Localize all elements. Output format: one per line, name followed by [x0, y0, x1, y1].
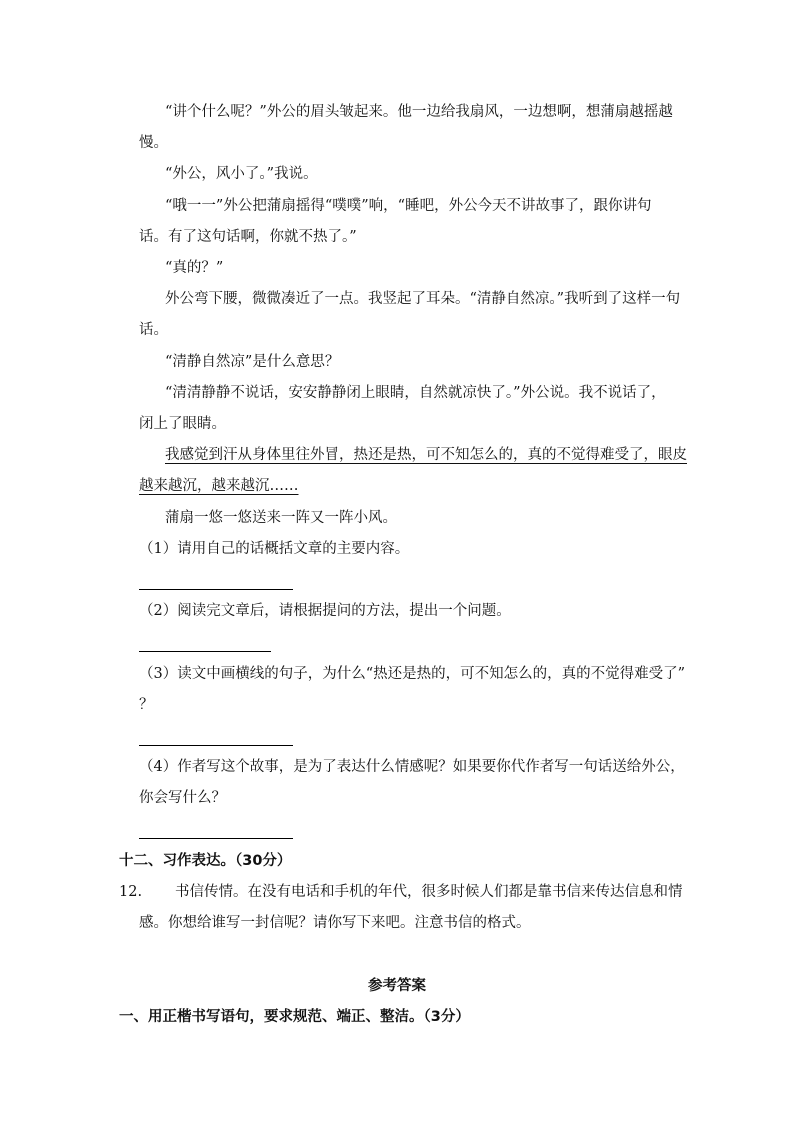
question-12-line2: 感。你想给谁写一封信呢？请你写下来吧。注意书信的格式。 [139, 915, 531, 931]
story-p3-line2: 话。有了这句话啊，你就不热了。” [139, 229, 357, 245]
story-p2: “外公，风小了。”我说。 [165, 166, 318, 182]
story-p1-line2: 慢。 [139, 135, 168, 151]
answers-title: 参考答案 [368, 978, 426, 994]
story-p7-line1: “清清静静不说话，安安静静闭上眼睛，自然就凉快了。”外公说。我不说话了， [165, 385, 666, 401]
answer-blank-3[interactable] [139, 745, 293, 746]
question-4-line2: 你会写什么？ [139, 790, 226, 806]
answers-section-1-heading: 一、用正楷书写语句，要求规范、端正、整洁。（3分） [119, 1009, 470, 1025]
answer-blank-4[interactable] [139, 838, 293, 839]
question-3-line2: ？ [139, 697, 154, 713]
story-p7-line2: 闭上了眼睛。 [139, 416, 226, 432]
answer-blank-2[interactable] [139, 651, 271, 652]
story-p8-line2-underlined: 越来越沉，越来越沉…… [139, 478, 299, 494]
story-p3-line1: “哦一一”外公把蒲扇摇得“噗噗”响，“睡吧，外公今天不讲故事了，跟你讲句 [165, 198, 652, 214]
story-p5-line1: 外公弯下腰，微微凑近了一点。我竖起了耳朵。“清静自然凉。”我听到了这样一句 [165, 291, 681, 307]
story-p4: “真的？” [165, 260, 224, 276]
question-4-line1: （4）作者写这个故事，是为了表达什么情感呢？如果要你代作者写一句话送给外公， [139, 759, 685, 775]
story-p6: “清静自然凉”是什么意思？ [165, 354, 340, 370]
section-12-heading: 十二、习作表达。（30分） [119, 853, 292, 869]
answer-blank-1[interactable] [139, 589, 293, 590]
question-12-number: 12. [119, 884, 143, 900]
story-p5-line2: 话。 [139, 322, 168, 338]
story-p1-line1: “讲个什么呢？”外公的眉头皱起来。他一边给我扇风，一边想啊，想蒲扇越摇越 [165, 104, 673, 120]
question-2: （2）阅读完文章后，请根据提问的方法，提出一个问题。 [139, 603, 511, 619]
story-p9: 蒲扇一悠一悠送来一阵又一阵小风。 [165, 510, 397, 526]
question-1: （1）请用自己的话概括文章的主要内容。 [139, 541, 410, 557]
question-12-line1: 书信传情。在没有电话和手机的年代，很多时候人们都是靠书信来传达信息和情 [175, 884, 683, 900]
question-3-line1: （3）读文中画横线的句子，为什么“热还是热的，可不知怎么的，真的不觉得难受了” [139, 666, 686, 682]
story-p8-line1-underlined: 我感觉到汗从身体里往外冒，热还是热，可不知怎么的，真的不觉得难受了，眼皮 [165, 447, 687, 463]
